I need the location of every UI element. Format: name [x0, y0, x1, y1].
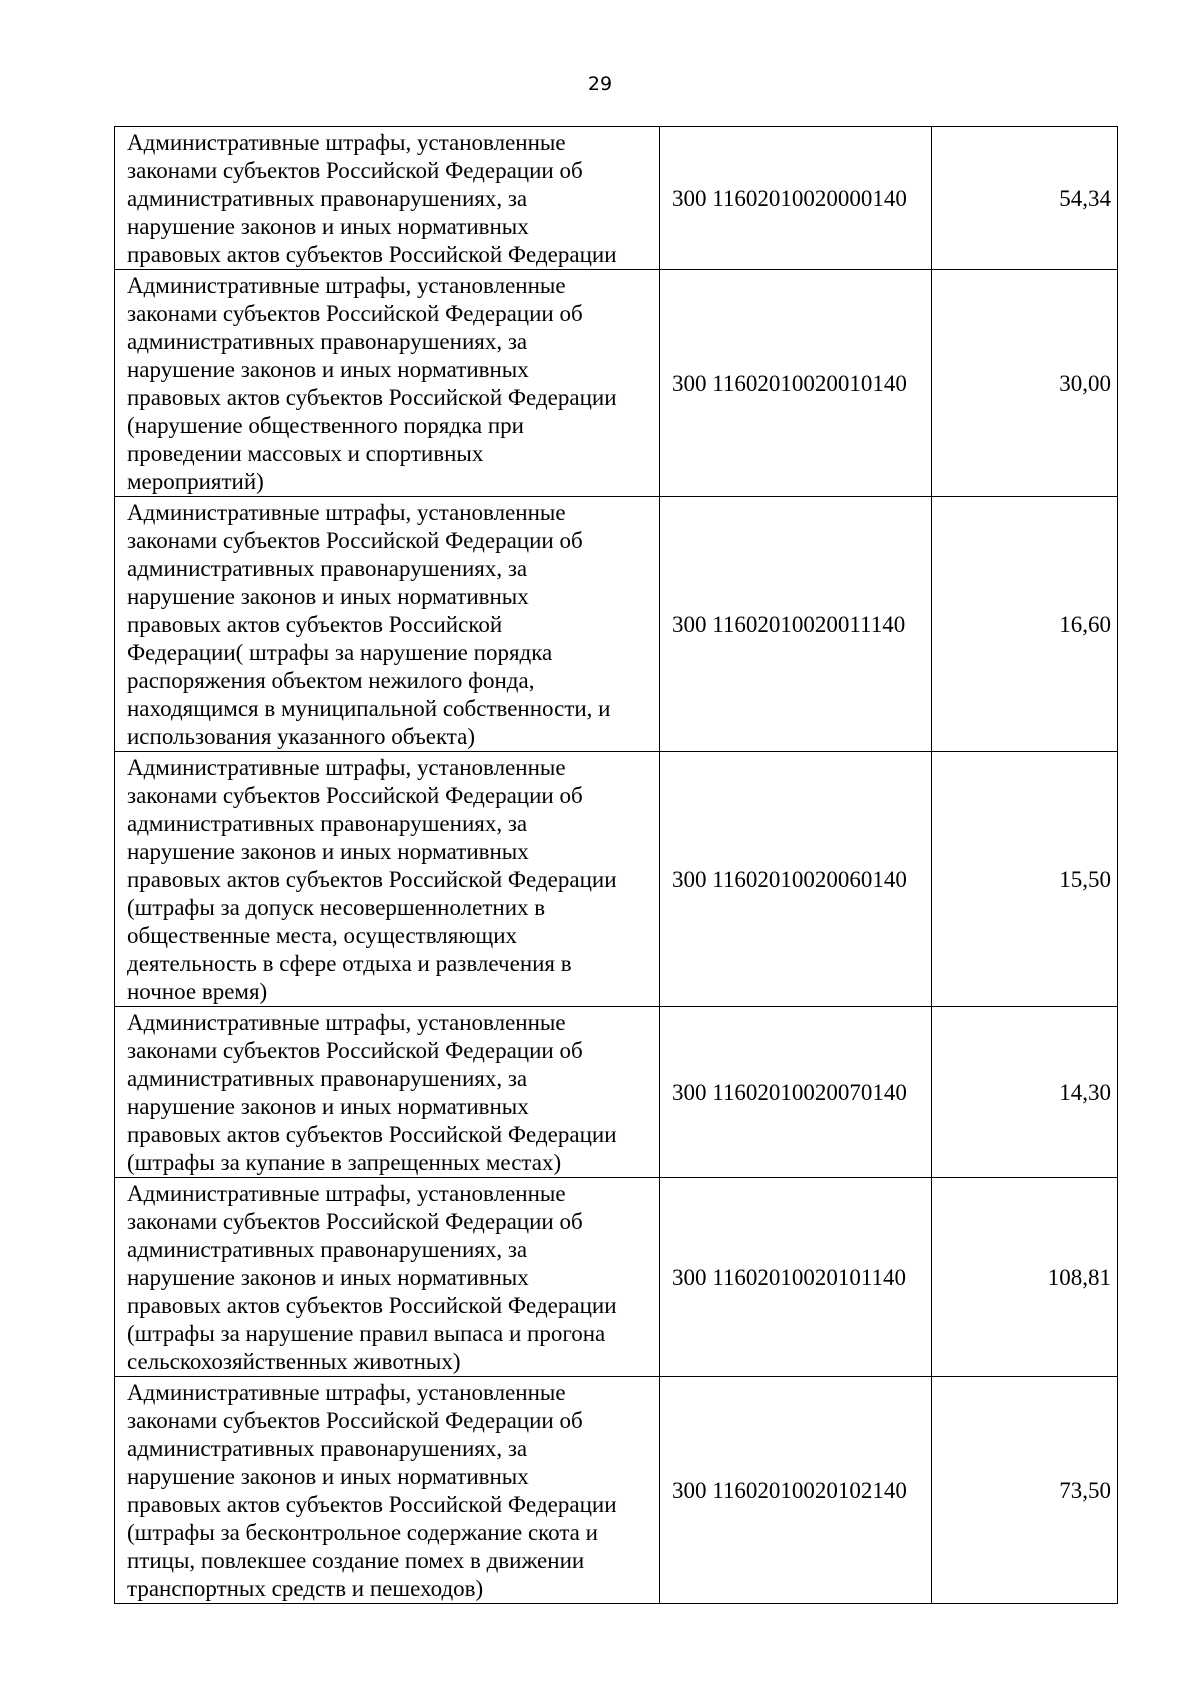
table-row — [115, 127, 1118, 270]
row-amount: 73,50 — [932, 1377, 1118, 1604]
row-description: Административные штрафы, установленные законами субъектов Российской Федерации об административных правонарушениях, за нарушение законов и иных нормативных правовых актов субъектов Российской Федерации (штрафы за допуск несовершеннолетних в общественные места, осуществляющих деятельность в сфере отдыха и развлечения в ночное время) — [115, 752, 660, 1007]
row-budget-code: 300 11602010020011140 — [660, 497, 932, 752]
table-row — [115, 1007, 1118, 1178]
row-description: Административные штрафы, установленные законами субъектов Российской Федерации об административных правонарушениях, за нарушение законов и иных нормативных правовых актов субъектов Российской Федерации — [115, 127, 660, 270]
row-amount: 54,34 — [932, 127, 1118, 270]
revenue-table — [114, 126, 1118, 1604]
row-budget-code: 300 11602010020000140 — [660, 127, 932, 270]
row-description: Административные штрафы, установленные законами субъектов Российской Федерации об административных правонарушениях, за нарушение законов и иных нормативных правовых актов субъектов Российской Федерации( штрафы за нарушение порядка распоряжения объектом нежилого фонда, находящимся в муниципальной собственности, и использования указанного объекта) — [115, 497, 660, 752]
table-row — [115, 1377, 1118, 1604]
row-budget-code: 300 11602010020102140 — [660, 1377, 932, 1604]
row-description: Административные штрафы, установленные законами субъектов Российской Федерации об административных правонарушениях, за нарушение законов и иных нормативных правовых актов субъектов Российской Федерации (нарушение общественного порядка при проведении массовых и спортивных мероприятий) — [115, 270, 660, 497]
row-description: Административные штрафы, установленные законами субъектов Российской Федерации об административных правонарушениях, за нарушение законов и иных нормативных правовых актов субъектов Российской Федерации (штрафы за купание в запрещенных местах) — [115, 1007, 660, 1178]
row-budget-code: 300 11602010020010140 — [660, 270, 932, 497]
table-row — [115, 1178, 1118, 1377]
table-row — [115, 752, 1118, 1007]
row-amount: 15,50 — [932, 752, 1118, 1007]
row-budget-code: 300 11602010020070140 — [660, 1007, 932, 1178]
row-amount: 14,30 — [932, 1007, 1118, 1178]
table-row — [115, 497, 1118, 752]
page-number: 29 — [587, 73, 613, 95]
row-budget-code: 300 11602010020101140 — [660, 1178, 932, 1377]
row-budget-code: 300 11602010020060140 — [660, 752, 932, 1007]
row-amount: 16,60 — [932, 497, 1118, 752]
row-description: Административные штрафы, установленные законами субъектов Российской Федерации об административных правонарушениях, за нарушение законов и иных нормативных правовых актов субъектов Российской Федерации (штрафы за бесконтрольное содержание скота и птицы, повлекшее создание помех в движении транспортных средств и пешеходов) — [115, 1377, 660, 1604]
row-amount: 30,00 — [932, 270, 1118, 497]
row-amount: 108,81 — [932, 1178, 1118, 1377]
row-description: Административные штрафы, установленные законами субъектов Российской Федерации об административных правонарушениях, за нарушение законов и иных нормативных правовых актов субъектов Российской Федерации (штрафы за нарушение правил выпаса и прогона сельскохозяйственных животных) — [115, 1178, 660, 1377]
table-row — [115, 270, 1118, 497]
